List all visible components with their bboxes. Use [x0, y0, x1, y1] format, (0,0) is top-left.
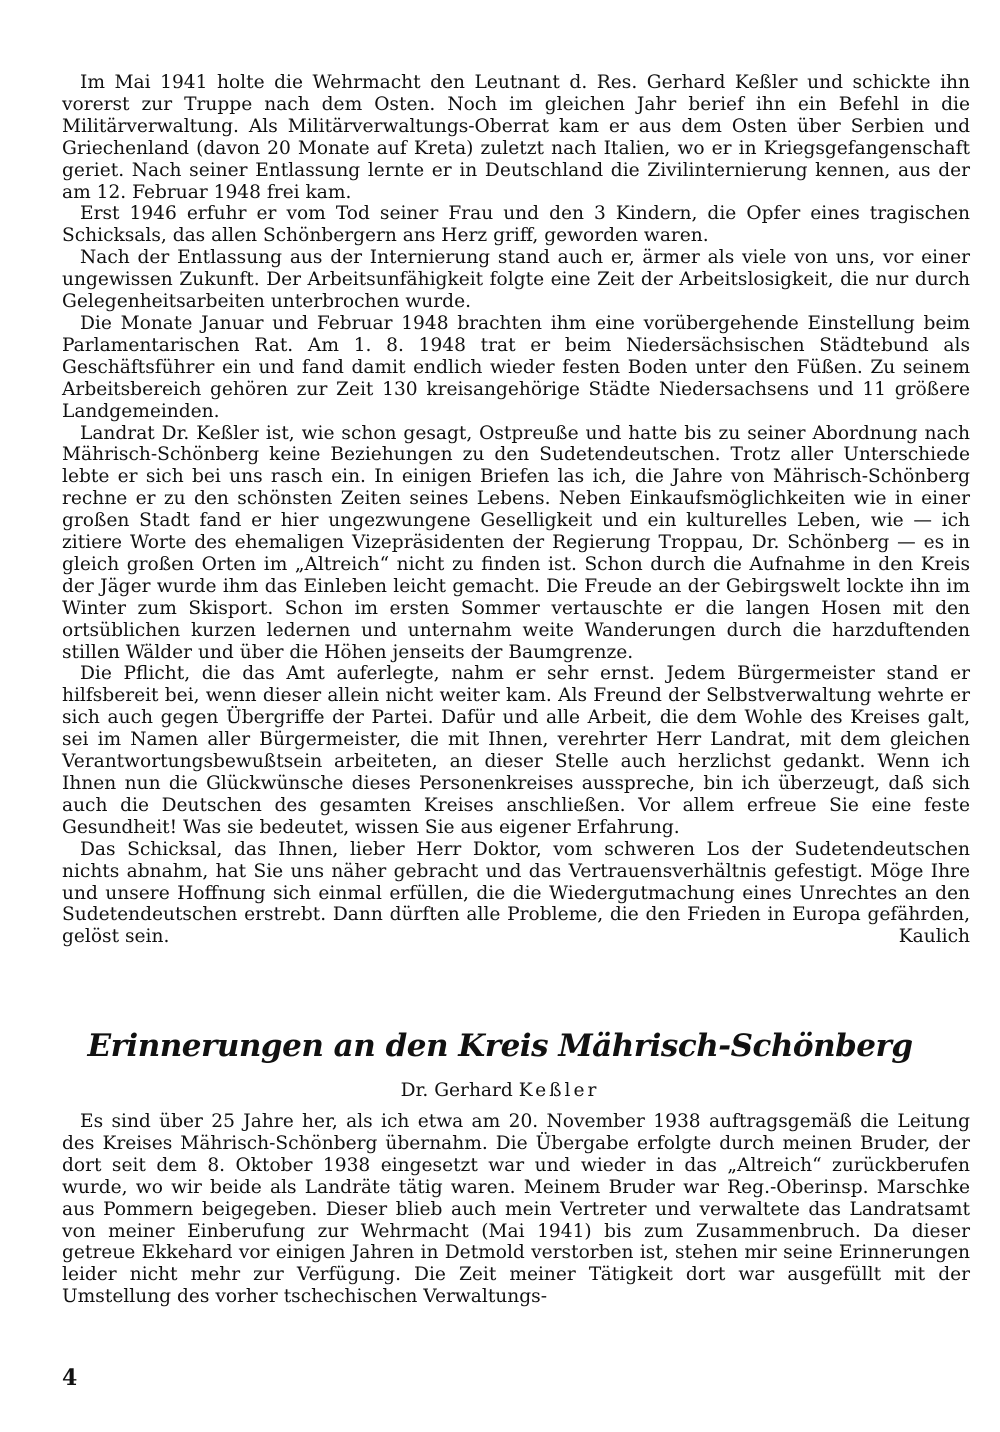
article-paragraph: Erst 1946 erfuhr er vom Tod seiner Frau und den 3 Kindern, die Opfer eines tragischen Schicksals, das allen Schönbergern ans Herz griff, geworden waren.	[62, 203, 970, 247]
article-byline	[0, 1080, 1000, 1102]
article-paragraph: Die Monate Januar und Februar 1948 brachten ihm eine vorübergehende Einstellung beim Parlamentarischen Rat. Am 1. 8. 1948 trat er beim Niedersächsischen Städtebund als Geschäftsführer ein und fand damit endlich wieder festen Boden unter den Füßen. Zu seinem Arbeitsbereich gehören zur Zeit 130 kreisangehörige Städte Niedersachsens und 11 größere Landgemeinden.	[62, 312, 970, 422]
article-paragraph: Landrat Dr. Keßler ist, wie schon gesagt, Ostpreuße und hatte bis zu seiner Abordnung nach Mährisch-Schönberg keine Beziehungen zu den Sudetendeutschen. Trotz aller Unterschiede lebte er sich bei uns rasch ein. In einigen Briefen las ich, die Jahre von Mährisch-Schönberg rechne er zu den schönsten Zeiten seines Lebens. Neben Einkaufsmöglichkeiten wie in einer großen Stadt fand er hier ungezwungene Geselligkeit und ein kulturelles Leben, wie — ich zitiere Worte des ehemaligen Vizepräsidenten der Regierung Troppau, Dr. Schönberg — es in gleich großen Orten im „Altreich“ nicht zu finden ist. Schon durch die Aufnahme in den Kreis der Jäger wurde ihm das Einleben leicht gemacht. Die Freude an der Gebirgswelt lockte ihn im Winter zum Skisport. Schon im ersten Sommer vertauschte er die langen Hosen mit den ortsüblichen kurzen ledernen und unternahm weite Wanderungen durch die harzduftenden stillen Wälder und über die Höhen jenseits der Baumgrenze.	[62, 422, 970, 663]
closing-paragraph	[62, 839, 970, 949]
author-surname: Keßler	[518, 1080, 600, 1101]
page-number: 4	[62, 1365, 78, 1391]
memoir-article	[62, 1111, 970, 1308]
tribute-article	[62, 72, 970, 948]
article-paragraph: Im Mai 1941 holte die Wehrmacht den Leutnant d. Res. Gerhard Keßler und schickte ihn vorerst zur Truppe nach dem Osten. Noch im gleichen Jahr berief ihn ein Befehl in die Militärverwaltung. Als Militärverwaltungs-Oberrat kam er aus dem Osten über Serbien und Griechenland (davon 20 Monate auf Kreta) zuletzt nach Italien, wo er in Kriegsgefangenschaft geriet. Nach seiner Entlassung lernte er in Deutschland die Zivilinternierung kennen, aus der am 12. Februar 1948 frei kam.	[62, 72, 970, 203]
article-title: Erinnerungen an den Kreis Mährisch-Schönberg	[87, 1028, 913, 1064]
author-signature: Kaulich	[898, 926, 970, 948]
closing-text: Das Schicksal, das Ihnen, lieber Herr Doktor, vom schweren Los der Sudetendeutschen nichts abnahm, hat Sie uns näher gebracht und das Vertrauensverhältnis gefestigt. Möge Ihre und unsere Hoffnung sich einmal erfüllen, die die Wiedergutmachung eines Unrechtes an den Sudetendeutschen erstrebt. Dann dürften alle Probleme, die den Frieden in Europa gefährden, gelöst sein.	[62, 838, 970, 948]
author-name: Dr. Gerhard	[400, 1080, 519, 1101]
article-paragraph: Die Pflicht, die das Amt auferlegte, nahm er sehr ernst. Jedem Bürgermeister stand er hilfsbereit bei, wenn dieser allein nicht weiter kam. Als Freund der Selbstverwaltung wehrte er sich auch gegen Übergriffe der Partei. Dafür und alle Arbeit, die dem Wohle des Kreises galt, sei im Namen aller Bürgermeister, die mit Ihnen, verehrter Herr Landrat, mit dem gleichen Verantwortungsbewußtsein arbeiteten, an dieser Stelle auch herzlichst gedankt. Wenn ich Ihnen nun die Glückwünsche dieses Personenkreises ausspreche, bin ich überzeugt, daß sich auch die Deutschen des gesamten Kreises anschließen. Vor allem erfreue Sie eine feste Gesundheit! Was sie bedeutet, wissen Sie aus eigener Erfahrung.	[62, 663, 970, 838]
article-paragraph: Es sind über 25 Jahre her, als ich etwa am 20. November 1938 auftragsgemäß die Leitung des Kreises Mährisch-Schönberg übernahm. Die Übergabe erfolgte durch meinen Bruder, der dort seit dem 8. Oktober 1938 eingesetzt war und wieder in das „Altreich“ zurückberufen wurde, wo wir beide als Landräte tätig waren. Meinem Bruder war Reg.-Oberinsp. Marschke aus Pommern beigegeben. Dieser blieb auch mein Vertreter und verwaltete das Landratsamt von meiner Einberufung zur Wehrmacht (Mai 1941) bis zum Zusammenbruch. Da dieser getreue Ekkehard vor einigen Jahren in Detmold verstorben ist, stehen mir seine Erinnerungen leider nicht mehr zur Verfügung. Die Zeit meiner Tätigkeit dort war ausgefüllt mit der Umstellung des vorher tschechischen Verwaltungs-	[62, 1111, 970, 1308]
article-paragraph: Nach der Entlassung aus der Internierung stand auch er, ärmer als viele von uns, vor einer ungewissen Zukunft. Der Arbeitsunfähigkeit folgte eine Zeit der Arbeitslosigkeit, die nur durch Gelegenheitsarbeiten unterbrochen wurde.	[62, 247, 970, 313]
